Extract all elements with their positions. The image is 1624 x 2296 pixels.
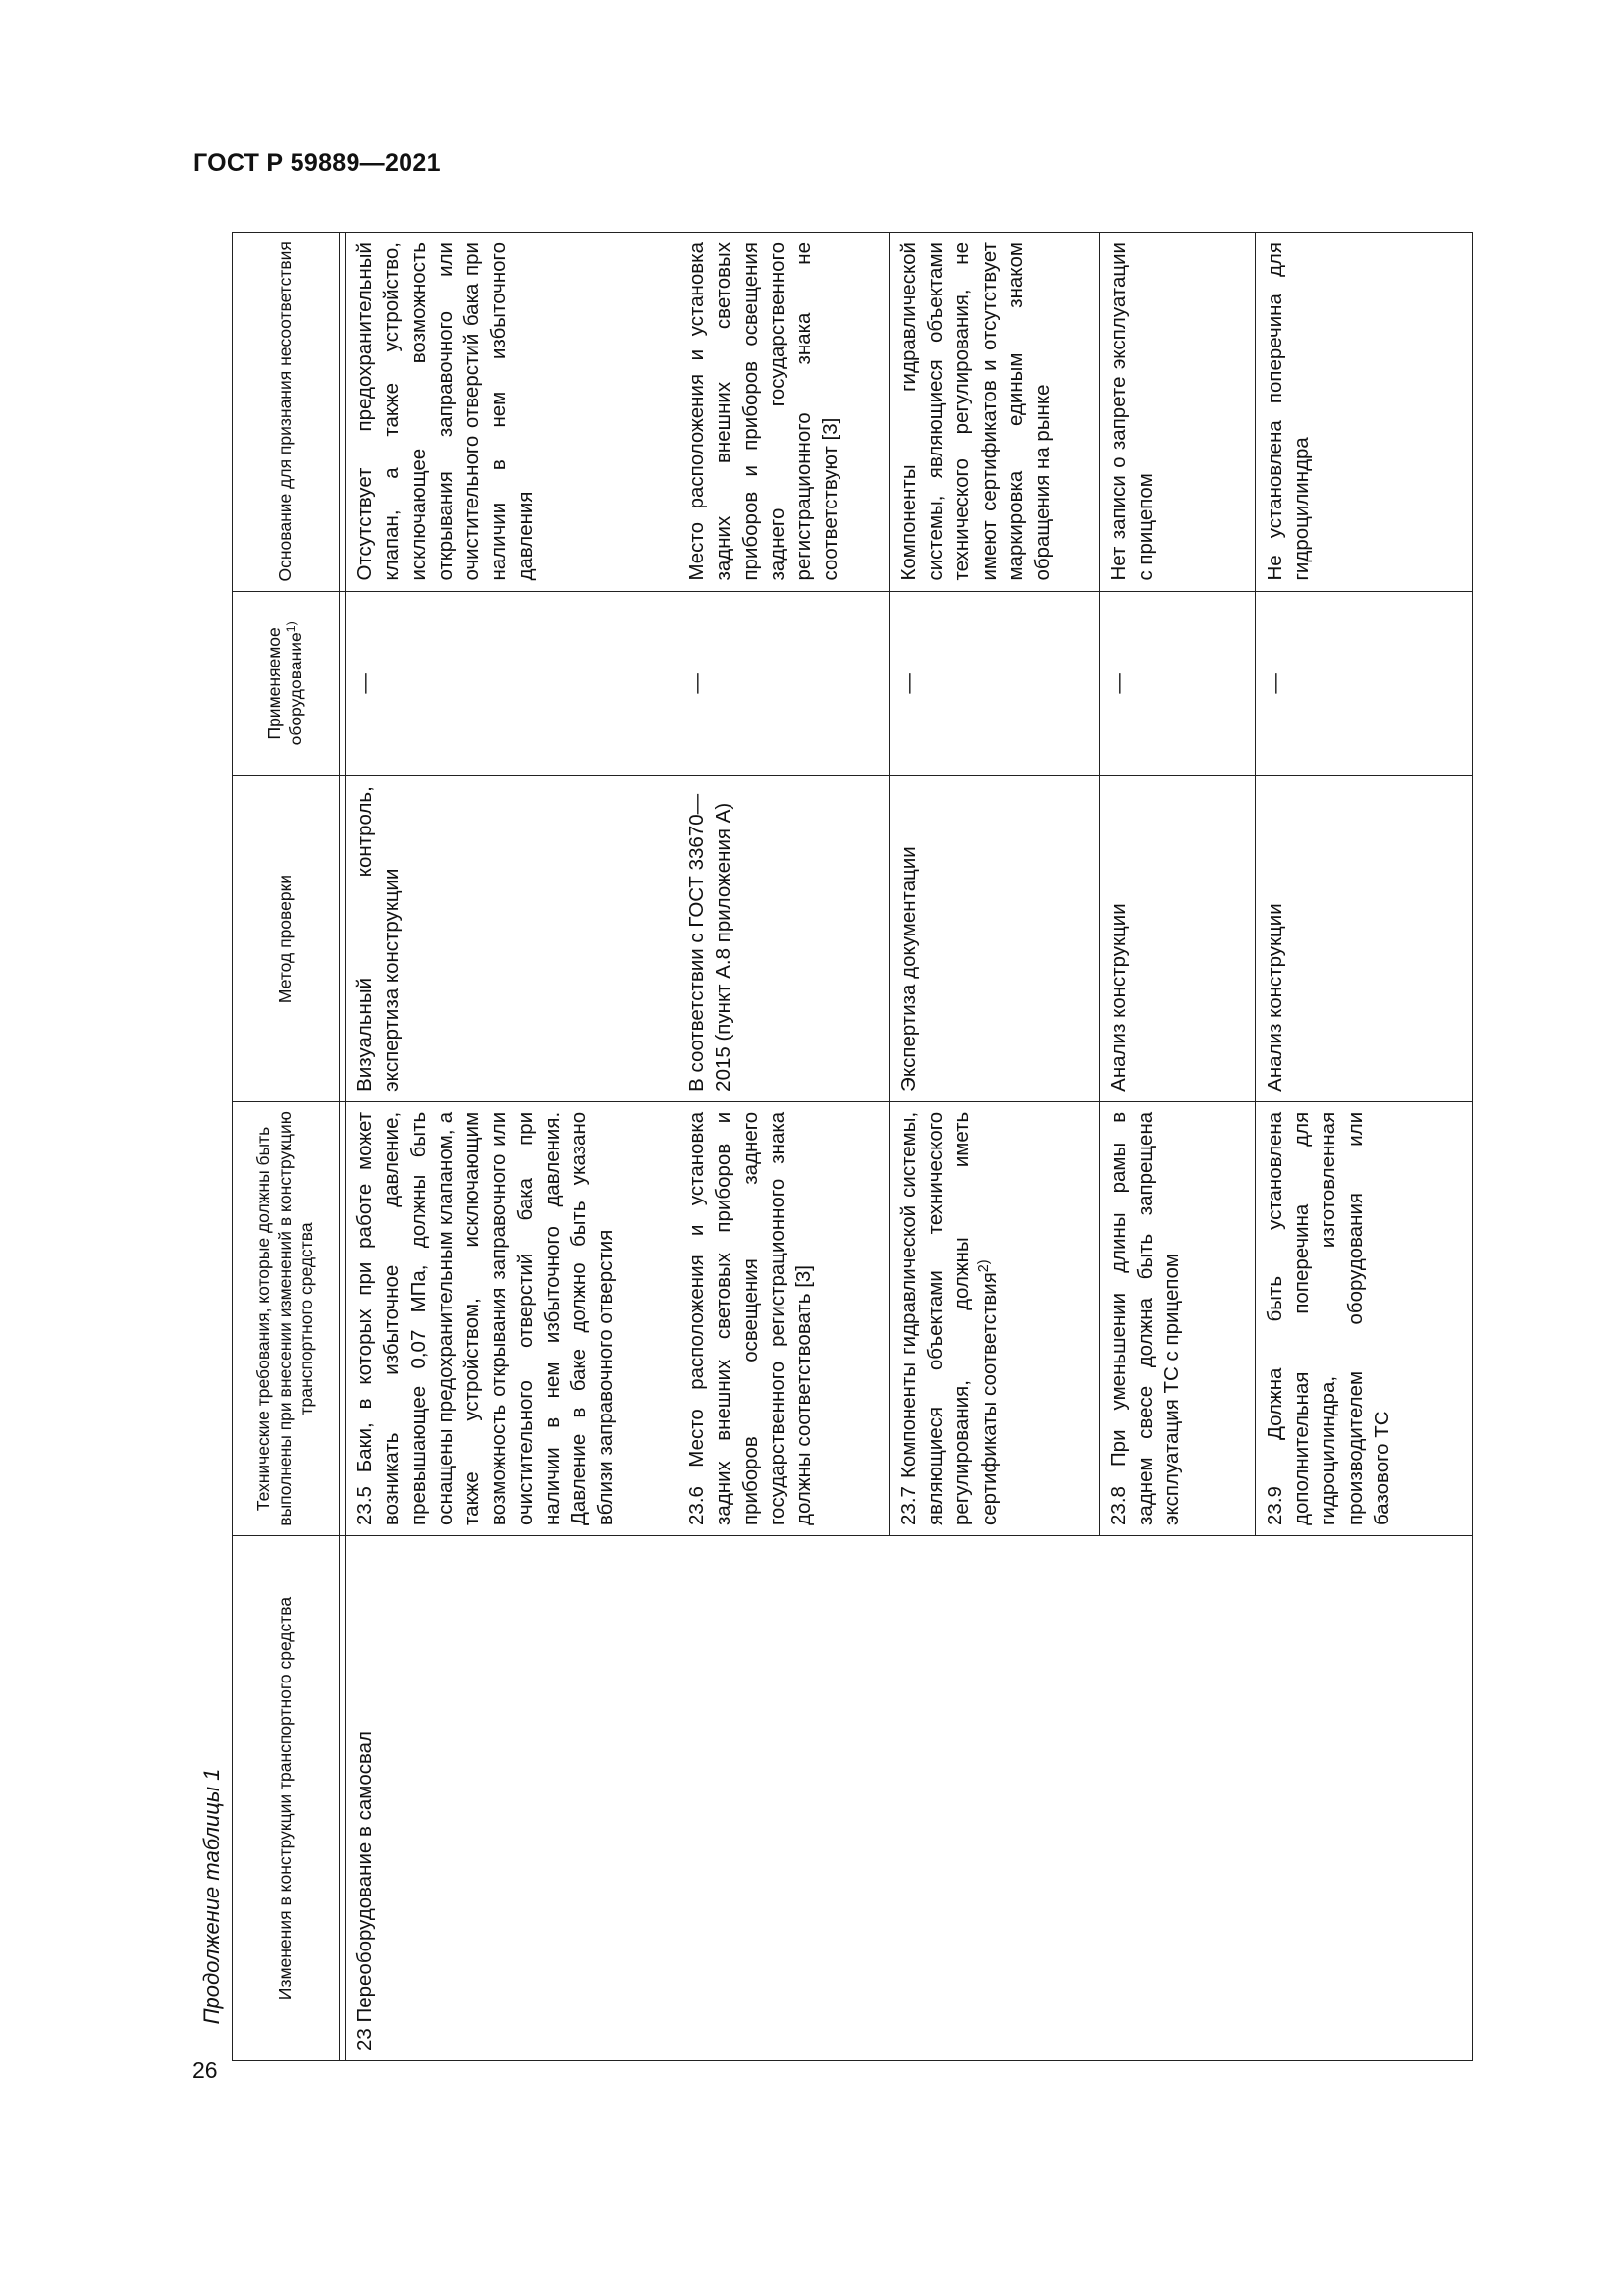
method-cell: Анализ конструкции: [1099, 776, 1255, 1102]
requirement-footnote: 2): [975, 1259, 992, 1273]
equipment-cell: —: [1099, 591, 1255, 776]
method-cell: Анализ конструкции: [1255, 776, 1472, 1102]
method-cell: В соответствии с ГОСТ 33670—2015 (пункт А.8 приложения А): [677, 776, 890, 1102]
requirement-text: 23.7 Компоненты гидравлической системы, являющиеся объектами технического регулирования, должны иметь сертификаты соответствия: [896, 1111, 1001, 1525]
equipment-cell: —: [1255, 591, 1472, 776]
method-cell: Визуальный контроль, экспертиза конструкции: [346, 776, 677, 1102]
grounds-cell: Нет записи о запрете эксплуатации с прицепом: [1099, 233, 1255, 592]
grounds-cell: Не установлена поперечина для гидроцилиндра: [1255, 233, 1472, 592]
requirement-cell: 23.8 При уменьшении длины рамы в заднем свесе должна быть запрещена эксплуатация ТС с прицепом: [1099, 1101, 1255, 1535]
header-grounds: Основание для признания несоответствия: [233, 233, 340, 592]
table-caption-wrap: [192, 1754, 232, 2039]
grounds-cell: Отсутствует предохранительный клапан, а также устройство, исключающее возможность открывания заправочного или очистительного отверстий бака при наличии в нем избыточного давления: [346, 233, 677, 592]
equipment-cell: —: [889, 591, 1099, 776]
grounds-cell: Место расположения и установка задних внешних световых приборов и приборов освещения заднего государственного регистрационного знака не соответствуют [3]: [677, 233, 890, 592]
document-standard-header: ГОСТ Р 59889—2021: [193, 149, 441, 177]
grounds-cell: Компоненты гидравлической системы, являющиеся объектами технического регулирования, не имеют сертификатов и отсутствует маркировка единым знаком обращения на рынке: [889, 233, 1099, 592]
requirements-table: [232, 232, 1473, 2061]
table-header-row: [233, 233, 340, 2061]
equipment-cell: —: [677, 591, 890, 776]
requirement-cell: 23.5 Баки, в которых при работе может возникать избыточное давление, превышающее 0,07 МПа, должны быть оснащены предохранительным клапаном, а также устройством, исключающим возможность открывания заправочного или очистительного отверстий бака при наличии в нем избыточного давления. Давление в баке должно быть указано вблизи заправочного отверстия: [346, 1101, 677, 1535]
method-cell: Экспертиза документации: [889, 776, 1099, 1102]
header-requirements: Технические требования, которые должны быть выполнены при внесении изменений в конструкцию транспортного средства: [233, 1101, 340, 1535]
requirement-cell: 23.6 Место расположения и установка задних внешних световых приборов и приборов освещения заднего государственного регистрационного знака должны соответствовать [3]: [677, 1101, 890, 1535]
change-item-cell: 23 Переоборудование в самосвал: [346, 1535, 1473, 2060]
page-number: 26: [192, 2057, 218, 2083]
header-method: Метод проверки: [233, 776, 340, 1102]
table-row: [346, 233, 677, 2061]
table-continuation-caption: Продолжение таблицы 1: [199, 1768, 224, 2025]
rotated-table-container: [232, 232, 1473, 2051]
header-equipment-text: Применяемое оборудование: [264, 627, 305, 746]
requirement-cell: 23.9 Должна быть установлена дополнительная поперечина для гидроцилиндра, изготовленная производителем оборудования или базового ТС: [1255, 1101, 1472, 1535]
header-change: Изменения в конструкции транспортного средства: [233, 1535, 340, 2060]
header-equipment-footnote: 1): [284, 621, 298, 633]
requirement-cell: [889, 1101, 1099, 1535]
header-equipment: [233, 591, 340, 776]
equipment-cell: —: [346, 591, 677, 776]
